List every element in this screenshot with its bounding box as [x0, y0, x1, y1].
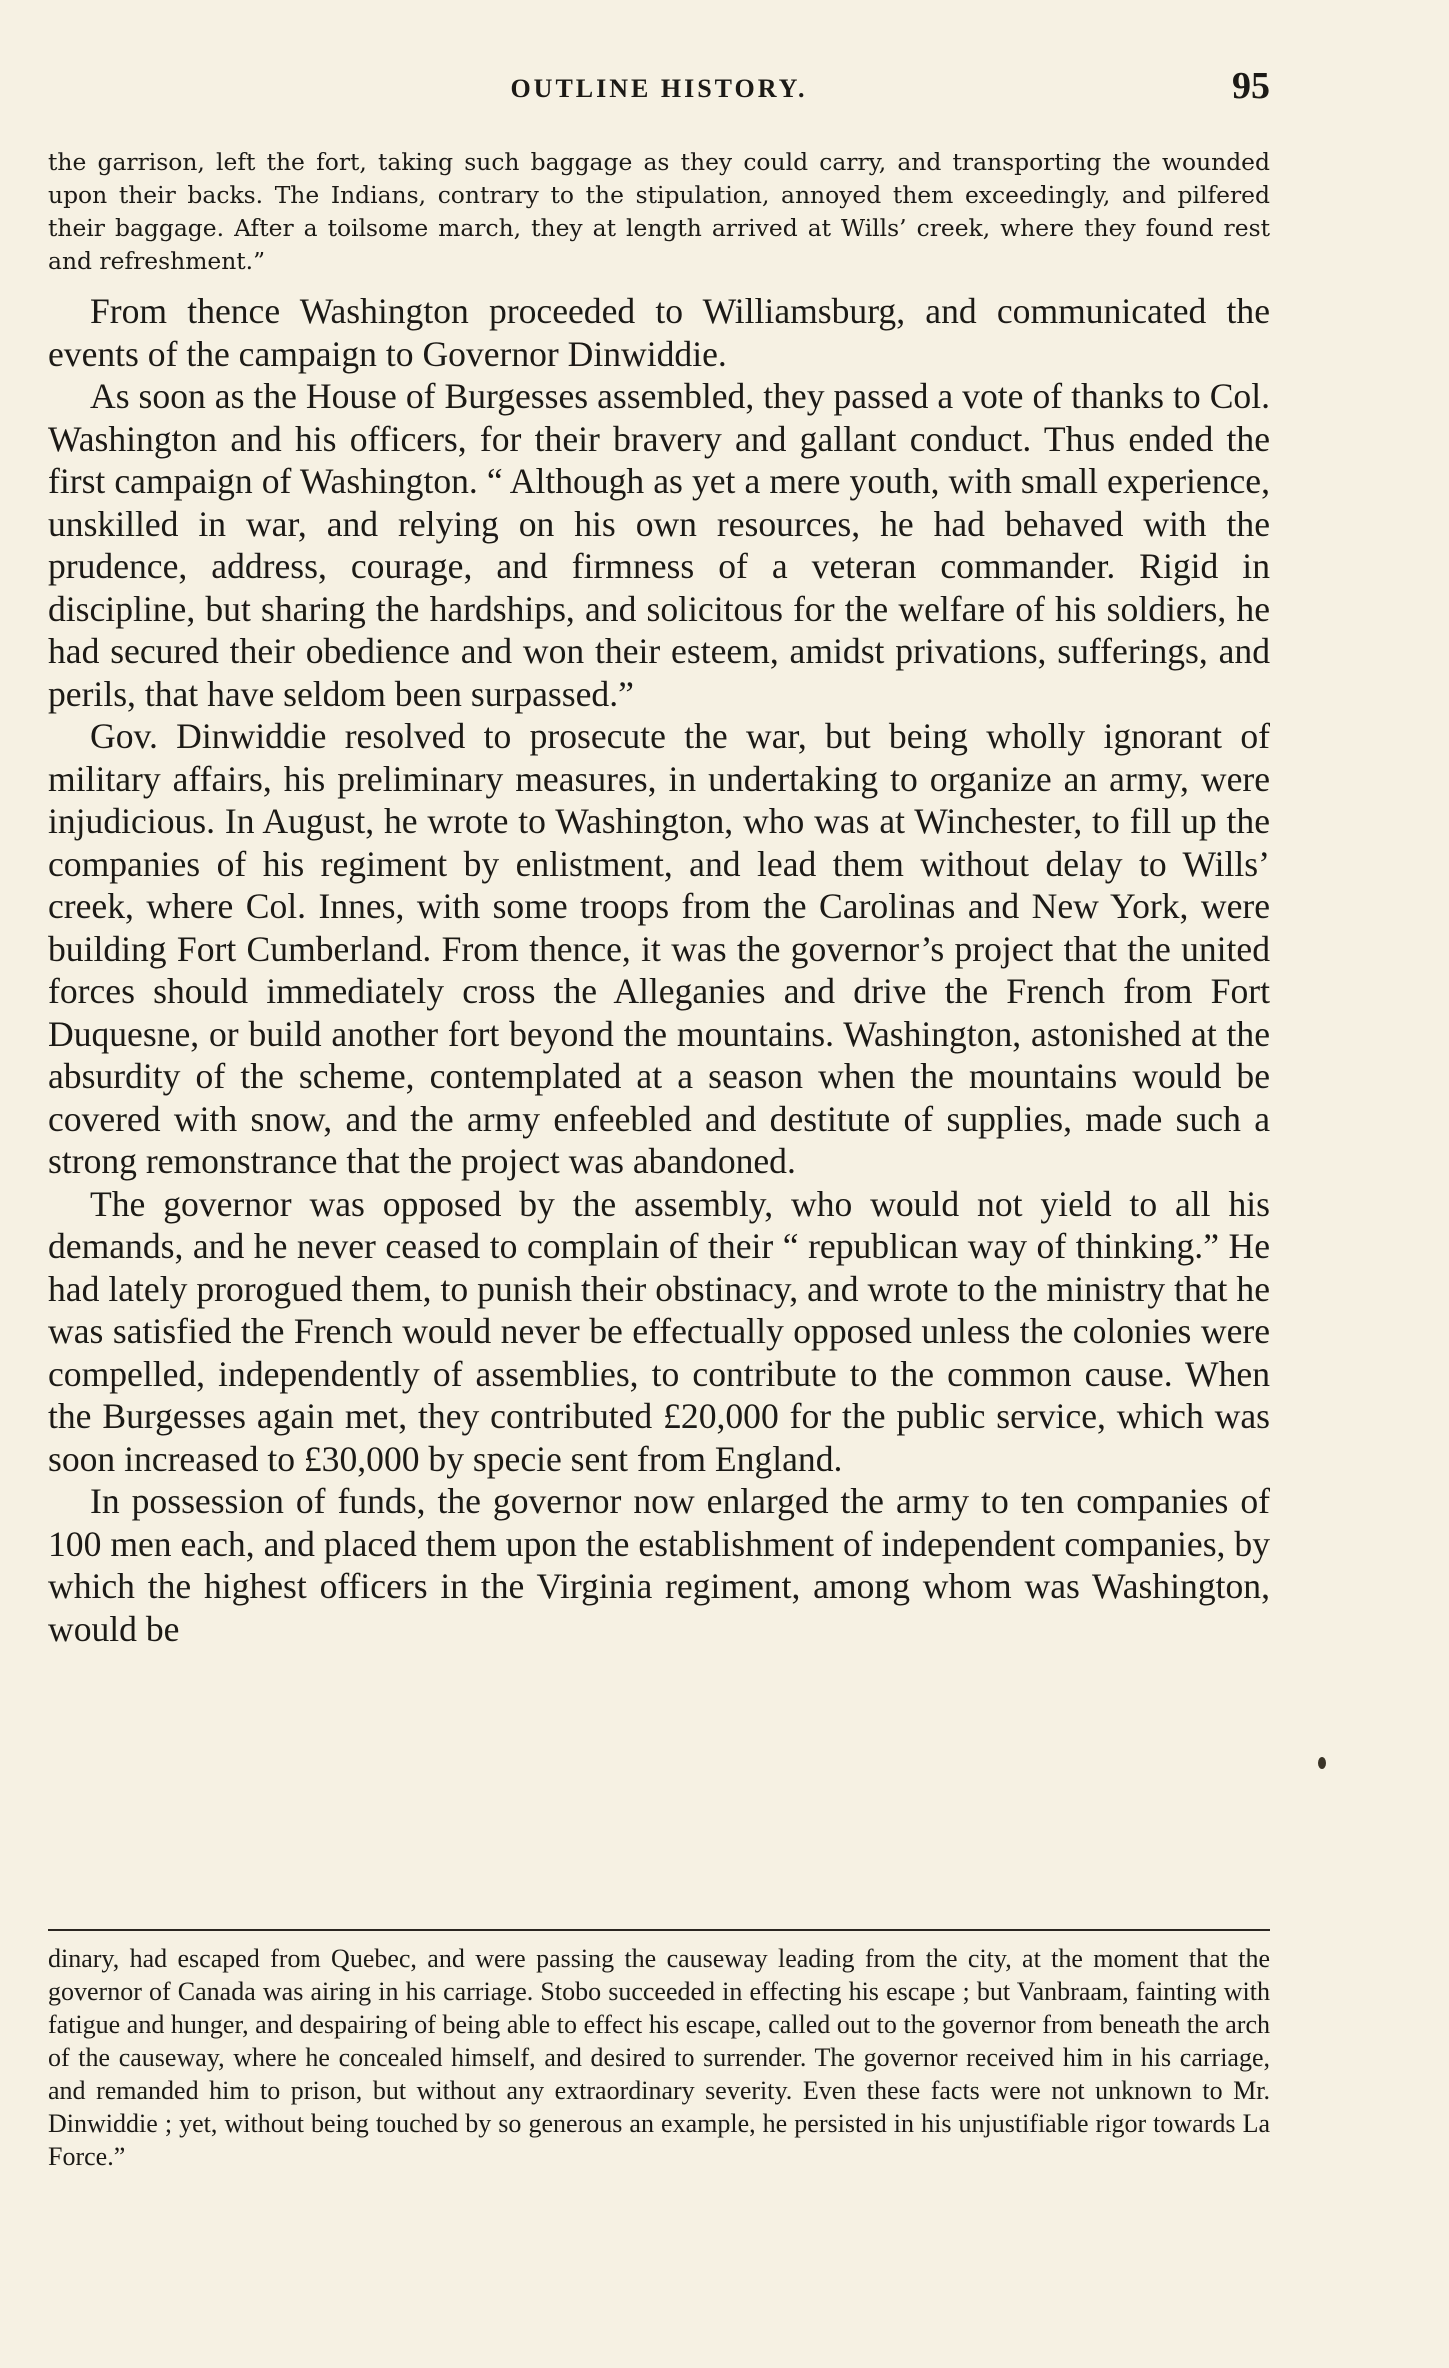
paragraph: The governor was opposed by the assembly, who would not yield to all his demands, and he never ceased to complain of their “ republican way of thinking.” He had lately prorogued them, to punish their obstinacy, and wrote to the ministry that he was satisfied the French would never be effectually opposed unless the colonies were compelled, independently of assemblies, to contribute to the common cause. When the Burgesses again met, they contributed £20,000 for the public service, which was soon increased to £30,000 by specie sent from England.: [48, 1183, 1270, 1479]
running-title: OUTLINE HISTORY.: [510, 74, 808, 103]
margin-ink-mark: [1318, 1757, 1326, 1769]
page-number: 95: [1232, 65, 1270, 107]
running-head: [48, 64, 1270, 114]
paragraph: Gov. Dinwiddie resolved to prosecute the war, but being wholly ignorant of military affairs, his preliminary measures, in undertaking to organize an army, were injudicious. In August, he wrote to Washington, who was at Winchester, to fill up the companies of his regiment by enlistment, and lead them without delay to Wills’ creek, where Col. Innes, with some troops from the Carolinas and New York, were building Fort Cumberland. From thence, it was the governor’s project that the united forces should immediately cross the Alleganies and drive the French from Fort Duquesne, or build another fort beyond the mountains. Washington, astonished at the absurdity of the scheme, contemplated at a season when the mountains would be covered with snow, and the army enfeebled and destitute of supplies, made such a strong remonstrance that the project was abandoned.: [48, 716, 1270, 1181]
quote-continuation: the garrison, left the fort, taking such baggage as they could carry, and transporting the wounded upon their backs. The Indians, contrary to the stipulation, annoyed them exceedingly, and pilfered their baggage. After a toilsome march, they at length arrived at Wills’ creek, where they found rest and refreshment.”: [48, 148, 1270, 275]
paragraph: As soon as the House of Burgesses assembled, they passed a vote of thanks to Col. Washington and his officers, for their bravery and gallant conduct. Thus ended the first campaign of Washington. “ Although as yet a mere youth, with small experience, unskilled in war, and relying on his own resources, he had behaved with the prudence, address, courage, and firmness of a veteran commander. Rigid in discipline, but sharing the hardships, and solicitous for the welfare of his soldiers, he had secured their obedience and won their esteem, amidst privations, sufferings, and perils, that have seldom been surpassed.”: [48, 376, 1270, 714]
paragraph: In possession of funds, the governor now enlarged the army to ten companies of 100 men each, and placed them upon the establishment of independent companies, by which the highest officers in the Virginia regiment, among whom was Washington, would be: [48, 1481, 1270, 1649]
paragraph: From thence Washington proceeded to Williamsburg, and communicated the events of the campaign to Governor Dinwiddie.: [48, 291, 1270, 374]
body-text: [48, 290, 1270, 1650]
footnote: dinary, had escaped from Quebec, and were passing the causeway leading from the city, at the moment that the governor of Canada was airing in his carriage. Stobo succeeded in effecting his escape ; but Vanbraam, fainting with fatigue and hunger, and despairing of being able to effect his escape, called out to the governor from beneath the arch of the causeway, where he concealed himself, and desired to surrender. The governor received him in his carriage, and remanded him to prison, but without any extraordinary severity. Even these facts were not unknown to Mr. Dinwiddie ; yet, without being touched by so generous an example, he persisted in his unjustifiable rigor towards La Force.”: [48, 1944, 1270, 2171]
footnote-divider: [48, 1929, 1270, 1931]
